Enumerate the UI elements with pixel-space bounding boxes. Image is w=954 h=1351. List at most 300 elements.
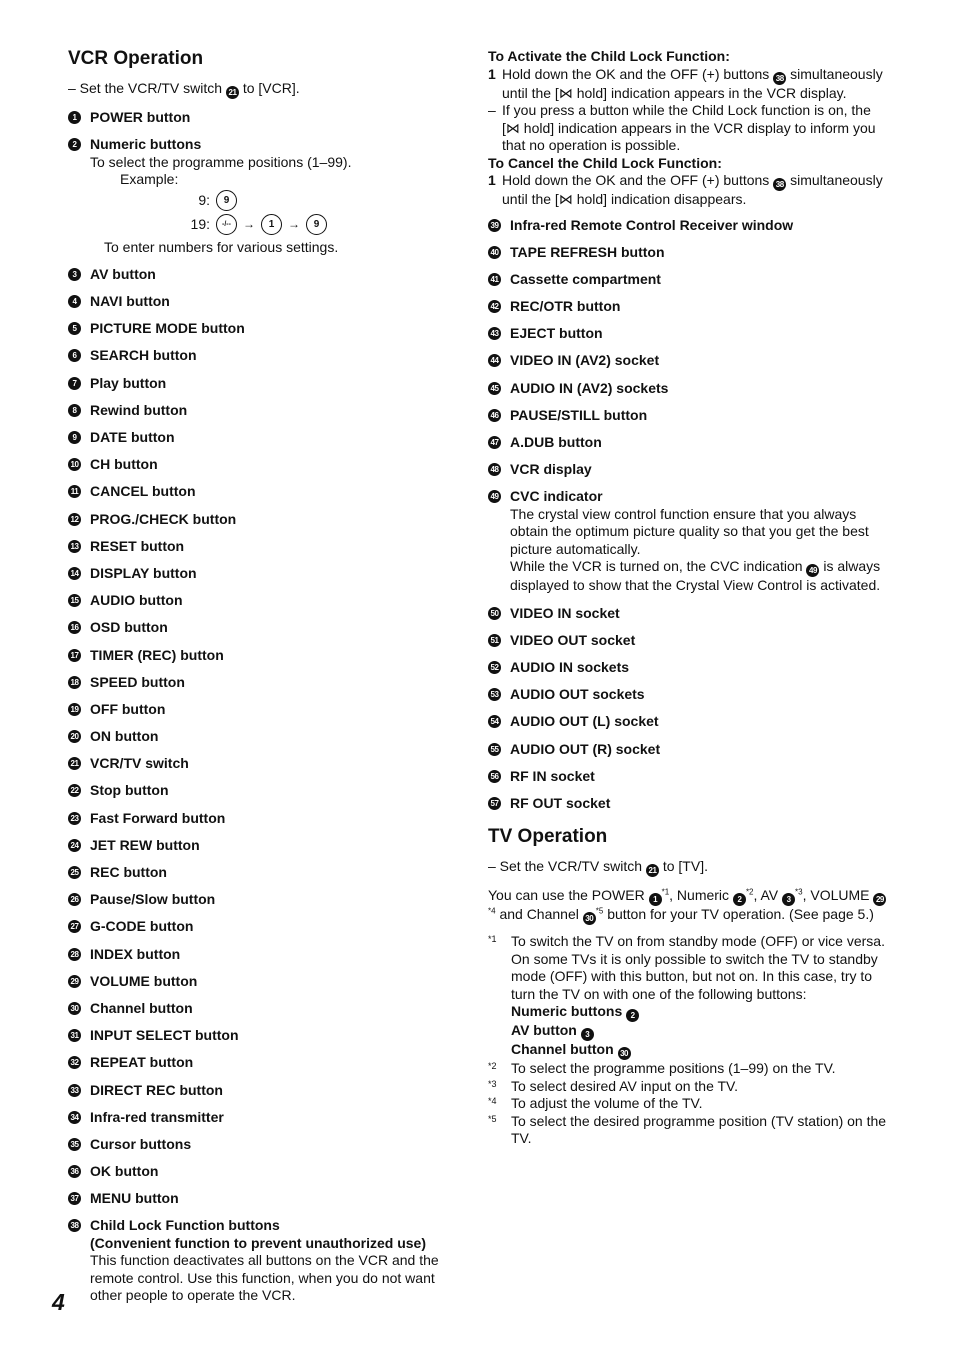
vcr-operation-heading: VCR Operation bbox=[68, 48, 204, 69]
item-number-icon: 32 bbox=[68, 1056, 81, 1069]
list-item bbox=[68, 810, 468, 828]
list-item bbox=[68, 1163, 468, 1181]
item-title: SPEED button bbox=[90, 673, 185, 690]
item-title: OK button bbox=[90, 1163, 159, 1180]
item-content bbox=[510, 298, 888, 316]
item-number-icon: 25 bbox=[68, 866, 81, 879]
footnote-mark: *5 bbox=[488, 1113, 497, 1124]
footnote-mark: *3 bbox=[488, 1078, 497, 1089]
item-title: AUDIO OUT sockets bbox=[510, 686, 645, 703]
example-row-label: 19: bbox=[190, 215, 210, 232]
list-item bbox=[68, 1136, 468, 1154]
item-number-icon: 15 bbox=[68, 594, 81, 607]
item-number-icon: 12 bbox=[68, 513, 81, 526]
item-title: JET REW button bbox=[90, 836, 200, 853]
item-number-icon: 37 bbox=[68, 1192, 81, 1205]
item-content bbox=[90, 375, 468, 393]
item-content bbox=[90, 266, 468, 284]
item-number-icon: 22 bbox=[68, 784, 81, 797]
item-content bbox=[90, 674, 468, 692]
item-title: PROG./CHECK button bbox=[90, 510, 237, 527]
footnote-text: To adjust the volume of the TV. bbox=[511, 1095, 703, 1112]
item-number-icon: 5 bbox=[68, 322, 81, 335]
item-content bbox=[90, 1136, 468, 1154]
item-number-icon: 48 bbox=[488, 463, 501, 476]
item-content bbox=[510, 686, 888, 704]
activate-title: To Activate the Child Lock Function: bbox=[488, 48, 730, 64]
item-title: AV button bbox=[90, 265, 156, 282]
item-content bbox=[510, 271, 888, 289]
activate-step bbox=[488, 66, 888, 103]
item-content bbox=[510, 325, 888, 343]
item-number-icon: 11 bbox=[68, 485, 81, 498]
item-title: G-CODE button bbox=[90, 918, 194, 935]
list-item bbox=[488, 380, 888, 398]
example-row bbox=[120, 189, 468, 213]
item-label: Channel button bbox=[511, 1041, 614, 1058]
item-number-icon: 44 bbox=[488, 354, 501, 367]
item-number-icon: 53 bbox=[488, 688, 501, 701]
step-text-part: Hold down the OK and the OFF (+) buttons bbox=[502, 65, 770, 82]
item-content bbox=[90, 511, 468, 529]
item-number-icon: 17 bbox=[68, 649, 81, 662]
item-title: Pause/Slow button bbox=[90, 891, 216, 908]
item-number-icon: 42 bbox=[488, 300, 501, 313]
list-item bbox=[68, 109, 468, 127]
cancel-step bbox=[488, 172, 888, 209]
item-content bbox=[90, 1109, 468, 1127]
tv-operation-heading: TV Operation bbox=[488, 826, 608, 848]
step-text-part: Hold down the OK and the OFF (+) buttons bbox=[502, 172, 770, 188]
list-item bbox=[68, 592, 468, 610]
footnote-4 bbox=[488, 1095, 888, 1113]
item-title: OFF button bbox=[90, 700, 166, 717]
item-number-icon: 10 bbox=[68, 458, 81, 471]
list-item bbox=[488, 713, 888, 731]
list-item bbox=[68, 402, 468, 420]
list-item bbox=[488, 768, 888, 786]
item-title: ON button bbox=[90, 728, 159, 745]
list-item bbox=[488, 271, 888, 289]
item-number-icon: 52 bbox=[488, 661, 501, 674]
item-description bbox=[510, 558, 888, 595]
item-title: TIMER (REC) button bbox=[90, 646, 224, 663]
list-item bbox=[68, 511, 468, 529]
item-number-icon: 14 bbox=[68, 567, 81, 580]
item-number-icon: 31 bbox=[68, 1029, 81, 1042]
item-description: To enter numbers for various settings. bbox=[104, 238, 339, 255]
key-9-icon: 9 bbox=[306, 214, 327, 235]
item-number-icon: 55 bbox=[488, 743, 501, 756]
step-text bbox=[502, 172, 888, 209]
item-number-icon: 7 bbox=[68, 377, 81, 390]
list-item bbox=[68, 701, 468, 719]
numeric-example bbox=[120, 171, 468, 237]
footnote-text: To select desired AV input on the TV. bbox=[511, 1077, 739, 1094]
item-number-icon: 34 bbox=[68, 1111, 81, 1124]
note-text: to [TV]. bbox=[662, 858, 708, 875]
item-content bbox=[90, 1217, 468, 1305]
para-text: , Numeric bbox=[669, 887, 730, 904]
item-content bbox=[90, 592, 468, 610]
list-item bbox=[68, 973, 468, 991]
footnote-ref: *3 bbox=[795, 887, 803, 897]
item-content bbox=[90, 701, 468, 719]
item-content bbox=[90, 1054, 468, 1072]
ref-number-icon: 29 bbox=[873, 893, 886, 906]
item-title: CVC indicator bbox=[510, 488, 603, 505]
list-item bbox=[68, 918, 468, 936]
key-9-icon: 9 bbox=[216, 190, 237, 211]
item-content bbox=[510, 659, 888, 677]
step-text-part: simultaneously until the [⋈ hold] indication appears in the VCR display. bbox=[502, 65, 883, 101]
item-content bbox=[90, 810, 468, 828]
list-item bbox=[488, 632, 888, 650]
item-number-icon: 4 bbox=[68, 295, 81, 308]
item-title: REC button bbox=[90, 864, 167, 880]
item-content bbox=[90, 136, 468, 256]
item-title: Rewind button bbox=[90, 401, 188, 418]
dash-mark: – bbox=[488, 102, 496, 118]
item-content bbox=[510, 407, 888, 425]
item-content bbox=[90, 565, 468, 583]
step-number: 1 bbox=[488, 65, 496, 82]
item-title: AUDIO IN sockets bbox=[510, 658, 630, 675]
item-title: EJECT button bbox=[510, 325, 603, 342]
item-description: The crystal view control function ensure that you always obtain the optimum picture quality so that you get the best picture automatically. bbox=[510, 505, 869, 557]
example-label: Example: bbox=[120, 171, 179, 188]
para-text: and Channel bbox=[499, 906, 579, 923]
list-item bbox=[68, 320, 468, 338]
step-number: 1 bbox=[488, 172, 496, 188]
item-title: AUDIO IN (AV2) sockets bbox=[510, 379, 669, 396]
item-content bbox=[90, 456, 468, 474]
item-title: Infra-red Remote Control Receiver window bbox=[510, 216, 794, 233]
item-number-icon: 49 bbox=[488, 490, 501, 503]
para-text: , VOLUME bbox=[802, 887, 870, 904]
list-item bbox=[68, 674, 468, 692]
item-content bbox=[90, 1163, 468, 1181]
footnote-mark: *1 bbox=[488, 934, 497, 945]
item-title: TAPE REFRESH button bbox=[510, 243, 665, 260]
list-item bbox=[68, 864, 468, 882]
list-item bbox=[488, 686, 888, 704]
item-number-icon: 33 bbox=[68, 1084, 81, 1097]
item-number-icon: 30 bbox=[68, 1002, 81, 1015]
item-description: This function deactivates all buttons on the VCR and the remote control. Use this function, when you do not want other people to operate the VCR. bbox=[90, 1252, 439, 1304]
list-item bbox=[488, 741, 888, 759]
item-content bbox=[90, 782, 468, 800]
item-title: Cursor buttons bbox=[90, 1135, 192, 1152]
list-item bbox=[68, 782, 468, 800]
footnote-list-item bbox=[511, 1041, 888, 1060]
item-content bbox=[510, 741, 888, 759]
list-item bbox=[68, 1054, 468, 1072]
list-item bbox=[68, 375, 468, 393]
item-number-icon: 39 bbox=[488, 219, 501, 232]
footnote-list-item bbox=[511, 1003, 888, 1022]
item-label: Numeric buttons bbox=[511, 1003, 623, 1020]
item-content bbox=[90, 864, 468, 882]
item-content bbox=[90, 402, 468, 420]
item-content bbox=[90, 1000, 468, 1018]
item-number-icon: 16 bbox=[68, 621, 81, 634]
ref-number-icon: 30 bbox=[583, 912, 596, 925]
footnote-2 bbox=[488, 1060, 888, 1078]
ref-number-icon: 38 bbox=[773, 72, 786, 85]
item-content bbox=[510, 488, 888, 595]
item-title: VCR/TV switch bbox=[90, 755, 189, 772]
item-title: VCR display bbox=[510, 461, 592, 478]
item-number-icon: 57 bbox=[488, 797, 501, 810]
item-number-icon: 27 bbox=[68, 920, 81, 933]
list-item bbox=[68, 1000, 468, 1018]
item-title: REC/OTR button bbox=[510, 298, 621, 315]
item-title: Infra-red transmitter bbox=[90, 1108, 224, 1125]
item-content bbox=[510, 434, 888, 452]
list-item bbox=[68, 755, 468, 773]
list-item bbox=[488, 325, 888, 343]
list-item bbox=[68, 647, 468, 665]
item-content bbox=[90, 647, 468, 665]
para-text: You can use the POWER bbox=[488, 887, 645, 904]
item-content bbox=[90, 837, 468, 855]
page-number: 4 bbox=[52, 1289, 65, 1315]
item-title: OSD button bbox=[90, 619, 168, 636]
list-item bbox=[68, 837, 468, 855]
item-number-icon: 21 bbox=[68, 757, 81, 770]
arrow-right-icon: → bbox=[288, 216, 300, 231]
note-text: – Set the VCR/TV switch bbox=[488, 858, 643, 875]
item-title: VIDEO IN (AV2) socket bbox=[510, 352, 660, 369]
list-item bbox=[68, 1109, 468, 1127]
item-title: Play button bbox=[90, 374, 167, 391]
list-item bbox=[488, 795, 888, 813]
item-content bbox=[90, 320, 468, 338]
footnote-ref: *4 bbox=[488, 906, 496, 916]
item-subtitle: (Convenient function to prevent unauthorized use) bbox=[90, 1234, 426, 1251]
list-item bbox=[68, 483, 468, 501]
item-content bbox=[90, 1082, 468, 1100]
item-number-icon: 26 bbox=[68, 893, 81, 906]
item-number-icon: 6 bbox=[68, 349, 81, 362]
item-content bbox=[510, 244, 888, 262]
vcr-parts-list bbox=[68, 109, 468, 1305]
list-item bbox=[488, 659, 888, 677]
item-number-icon: 56 bbox=[488, 770, 501, 783]
item-title: MENU button bbox=[90, 1190, 179, 1207]
example-row bbox=[120, 213, 468, 237]
item-label: AV button bbox=[511, 1022, 577, 1039]
item-content bbox=[90, 891, 468, 909]
step-text bbox=[502, 66, 888, 103]
item-content bbox=[90, 918, 468, 936]
item-title: VIDEO OUT socket bbox=[510, 631, 636, 648]
item-description: To select the programme positions (1–99). bbox=[90, 153, 352, 170]
item-title: AUDIO OUT (R) socket bbox=[510, 740, 661, 757]
item-title: PAUSE/STILL button bbox=[510, 406, 648, 423]
list-item bbox=[68, 1217, 468, 1305]
item-number-icon: 23 bbox=[68, 812, 81, 825]
footnote-text: To switch the TV on from standby mode (OFF) or vice versa. bbox=[511, 933, 885, 950]
footnote-5 bbox=[488, 1113, 888, 1148]
item-content bbox=[90, 973, 468, 991]
note-text: to [VCR]. bbox=[242, 80, 300, 96]
list-item bbox=[68, 538, 468, 556]
item-number-icon: 51 bbox=[488, 634, 501, 647]
desc-part: is always displayed to show that the Crystal View Control is activated. bbox=[510, 558, 881, 594]
item-number-icon: 41 bbox=[488, 273, 501, 286]
list-item bbox=[68, 347, 468, 365]
item-title: DIRECT REC button bbox=[90, 1081, 223, 1098]
list-item bbox=[68, 429, 468, 447]
item-number-icon: 46 bbox=[488, 409, 501, 422]
list-item bbox=[68, 565, 468, 583]
list-item bbox=[68, 266, 468, 284]
footnote-mark: *4 bbox=[488, 1096, 497, 1107]
list-item bbox=[68, 1082, 468, 1100]
item-title: INDEX button bbox=[90, 945, 181, 962]
footnote-1 bbox=[488, 933, 888, 1060]
footnote-ref: *2 bbox=[745, 887, 754, 897]
note-text: If you press a button while the Child Lock function is on, the [⋈ hold] indication appears in the VCR display to inform you that no operation is possible. bbox=[502, 102, 876, 153]
item-title: Channel button bbox=[90, 999, 193, 1016]
cancel-title: To Cancel the Child Lock Function: bbox=[488, 154, 722, 171]
item-title: RESET button bbox=[90, 537, 185, 554]
item-title: AUDIO button bbox=[90, 592, 183, 609]
item-title: POWER button bbox=[90, 109, 191, 125]
footnote-body bbox=[511, 933, 888, 1060]
list-item bbox=[488, 461, 888, 479]
list-item bbox=[68, 136, 468, 256]
tv-switch-note bbox=[488, 858, 888, 877]
item-content bbox=[90, 347, 468, 365]
item-title: RF OUT socket bbox=[510, 794, 611, 811]
item-title: Fast Forward button bbox=[90, 809, 226, 826]
list-item bbox=[68, 728, 468, 746]
item-title: REPEAT button bbox=[90, 1054, 194, 1071]
item-content bbox=[90, 293, 468, 311]
right-column bbox=[488, 48, 888, 1148]
ref-number-icon: 2 bbox=[626, 1009, 639, 1022]
arrow-right-icon: → bbox=[243, 216, 255, 231]
footnote-list-item bbox=[511, 1022, 888, 1041]
item-content bbox=[90, 619, 468, 637]
list-item bbox=[68, 891, 468, 909]
item-title: Stop button bbox=[90, 782, 169, 799]
footnote-3 bbox=[488, 1078, 888, 1096]
list-item bbox=[488, 434, 888, 452]
ref-number-icon: 21 bbox=[226, 86, 239, 99]
item-number-icon: 28 bbox=[68, 948, 81, 961]
item-content bbox=[90, 1190, 468, 1208]
item-number-icon: 19 bbox=[68, 703, 81, 716]
item-content bbox=[90, 109, 468, 127]
item-content bbox=[90, 538, 468, 556]
item-number-icon: 2 bbox=[68, 138, 81, 151]
ref-number-icon: 49 bbox=[806, 564, 819, 577]
key-dash-icon: -/-- bbox=[216, 214, 237, 235]
item-number-icon: 3 bbox=[68, 268, 81, 281]
vcr-switch-note bbox=[68, 80, 468, 99]
footnote-ref: *5 bbox=[595, 906, 604, 916]
desc-part: While the VCR is turned on, the CVC indication bbox=[510, 558, 803, 575]
item-title: VIDEO IN socket bbox=[510, 604, 620, 621]
item-title: INPUT SELECT button bbox=[90, 1027, 239, 1044]
item-number-icon: 9 bbox=[68, 431, 81, 444]
item-content bbox=[510, 352, 888, 370]
footnotes bbox=[488, 933, 888, 1148]
item-title: Numeric buttons bbox=[90, 136, 202, 153]
item-title: NAVI button bbox=[90, 293, 170, 310]
list-item bbox=[488, 605, 888, 623]
list-item bbox=[488, 217, 888, 235]
item-content bbox=[510, 632, 888, 650]
item-content bbox=[510, 605, 888, 623]
list-item bbox=[488, 488, 888, 595]
item-number-icon: 20 bbox=[68, 730, 81, 743]
footnote-mark: *2 bbox=[488, 1061, 497, 1072]
ref-number-icon: 3 bbox=[782, 893, 795, 906]
ref-number-icon: 3 bbox=[581, 1028, 594, 1041]
item-title: RF IN socket bbox=[510, 767, 595, 784]
item-title: A.DUB button bbox=[510, 434, 602, 450]
item-content bbox=[510, 217, 888, 235]
list-item bbox=[68, 293, 468, 311]
item-title: DISPLAY button bbox=[90, 564, 197, 581]
item-number-icon: 43 bbox=[488, 327, 501, 340]
child-lock-section bbox=[488, 48, 888, 209]
item-number-icon: 24 bbox=[68, 839, 81, 852]
item-content bbox=[90, 728, 468, 746]
list-item bbox=[68, 1190, 468, 1208]
ref-number-icon: 21 bbox=[646, 864, 659, 877]
item-number-icon: 29 bbox=[68, 975, 81, 988]
ref-number-icon: 1 bbox=[649, 893, 662, 906]
tv-operation-paragraph bbox=[488, 887, 888, 925]
step-text-part: simultaneously until the [⋈ hold] indication disappears. bbox=[502, 172, 883, 207]
ref-number-icon: 30 bbox=[618, 1047, 631, 1060]
item-number-icon: 50 bbox=[488, 607, 501, 620]
ref-number-icon: 2 bbox=[733, 893, 746, 906]
footnote-text: To select the desired programme position (TV station) on the TV. bbox=[511, 1112, 887, 1147]
item-number-icon: 35 bbox=[68, 1138, 81, 1151]
item-number-icon: 45 bbox=[488, 382, 501, 395]
example-row-label: 9: bbox=[198, 191, 210, 208]
item-number-icon: 47 bbox=[488, 436, 501, 449]
item-content bbox=[90, 755, 468, 773]
footnote-text: To select the programme positions (1–99) on the TV. bbox=[511, 1060, 836, 1077]
item-number-icon: 38 bbox=[68, 1219, 81, 1232]
item-number-icon: 13 bbox=[68, 540, 81, 553]
item-title: DATE button bbox=[90, 429, 175, 445]
item-number-icon: 40 bbox=[488, 246, 501, 259]
activate-note bbox=[488, 102, 888, 155]
item-title: CANCEL button bbox=[90, 483, 196, 500]
ref-number-icon: 38 bbox=[773, 178, 786, 191]
item-number-icon: 18 bbox=[68, 676, 81, 689]
item-number-icon: 54 bbox=[488, 715, 501, 728]
item-content bbox=[510, 380, 888, 398]
item-content bbox=[510, 713, 888, 731]
list-item bbox=[68, 456, 468, 474]
item-number-icon: 1 bbox=[68, 111, 81, 124]
list-item bbox=[68, 1027, 468, 1045]
list-item bbox=[488, 244, 888, 262]
item-content bbox=[90, 429, 468, 447]
item-number-icon: 36 bbox=[68, 1165, 81, 1178]
note-text: – Set the VCR/TV switch bbox=[68, 80, 223, 96]
